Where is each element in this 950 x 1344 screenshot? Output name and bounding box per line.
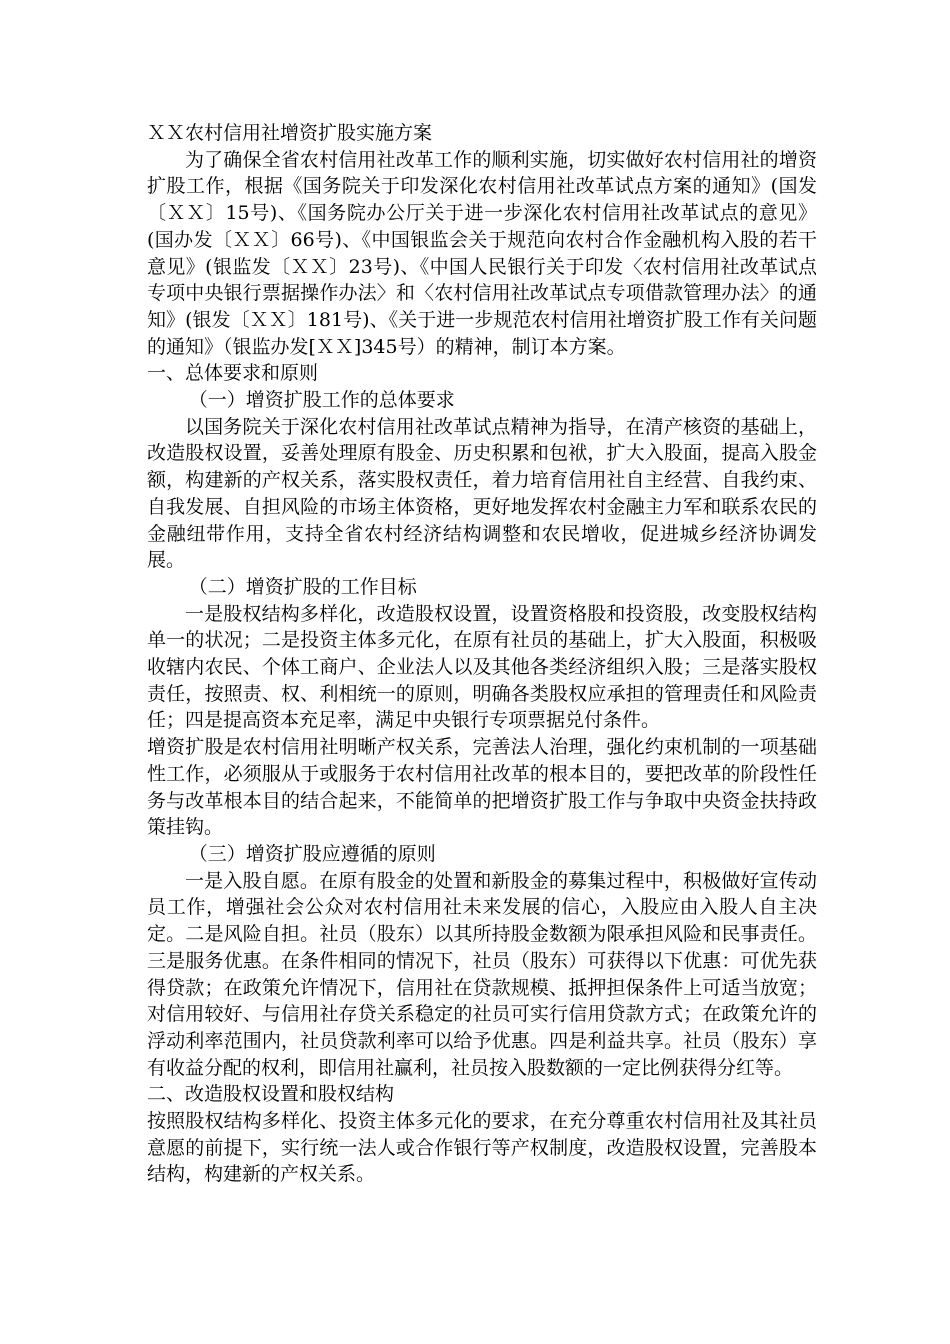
section-heading-1: 一、总体要求和原则 [147, 362, 319, 385]
subsection-heading-2: （二）增资扩股的工作目标 [188, 575, 417, 598]
intro-paragraph: 为了确保全省农村信用社改革工作的顺利实施，切实做好农村信用社的增资扩股工作，根据《国务院关于印发深化农村信用社改革试点方案的通知》(国发〔ＸＸ〕15号)、《国务院办公厅关于进一步深化农村信用社改革试点的意见》(国办发〔ＸＸ〕66号)、《中国银监会关于规范向农村合作金融机构入股的若干意见》(银监发〔ＸＸ〕23号)、《中国人民银行关于印发〈农村信用社改革试点专项中央银行票据操作办法〉和〈农村信用社改革试点专项借款管理办法〉的通知》(银发〔ＸＸ〕181号)、《关于进一步规范农村信用社增资扩股工作有关问题的通知》（银监办发[ＸＸ]345号）的精神，制订本方案。 [147, 148, 817, 358]
subsection-heading-1: （一）增资扩股工作的总体要求 [188, 389, 455, 412]
section-body-2: 按照股权结构多样化、投资主体多元化的要求，在充分尊重农村信用社及其社员意愿的前提下，实行统一法人或合作银行等产权制度，改造股权设置，完善股本结构，构建新的产权关系。 [147, 1110, 817, 1186]
subsection-body-1: 以国务院关于深化农村信用社改革试点精神为指导，在清产核资的基础上，改造股权设置，妥善处理原有股金、历史积累和包袱，扩大入股面，提高入股金额，构建新的产权关系，落实股权责任，着力培育信用社自主经营、自我约束、自我发展、自担风险的市场主体资格，更好地发挥农村金融主力军和联系农民的金融纽带作用，支持全省农村经济结构调整和农民增收，促进城乡经济协调发展。 [147, 415, 817, 572]
subsection-note-2: 增资扩股是农村信用社明晰产权关系，完善法人治理，强化约束机制的一项基础性工作，必须服从于或服务于农村信用社改革的根本目的，要把改革的阶段性任务与改革根本目的结合起来，不能简单的把增资扩股工作与争取中央资金扶持政策挂钩。 [147, 736, 817, 839]
section-heading-2: 二、改造股权设置和股权结构 [147, 1083, 395, 1106]
document-page [147, 120, 817, 1188]
subsection-body-2: 一是股权结构多样化，改造股权设置，设置资格股和投资股，改变股权结构单一的状况；二是投资主体多元化，在原有社员的基础上，扩大入股面，积极吸收辖内农民、个体工商户、企业法人以及其他各类经济组织入股；三是落实股权责任，按照责、权、利相统一的原则，明确各类股权应承担的管理责任和风险责任；四是提高资本充足率，满足中央银行专项票据兑付条件。 [147, 602, 817, 732]
document-title: ＸＸ农村信用社增资扩股实施方案 [147, 122, 433, 144]
subsection-heading-3: （三）增资扩股应遵循的原则 [188, 842, 436, 865]
subsection-body-3: 一是入股自愿。在原有股金的处置和新股金的募集过程中，积极做好宣传动员工作，增强社会公众对农村信用社未来发展的信心，入股应由入股人自主决定。二是风险自担。社员（股东）以其所持股金数额为限承担风险和民事责任。三是服务优惠。在条件相同的情况下，社员（股东）可获得以下优惠：可优先获得贷款；在政策允许情况下，信用社在贷款规模、抵押担保条件上可适当放宽；对信用较好、与信用社存贷关系稳定的社员可实行信用贷款方式；在政策允许的浮动利率范围内，社员贷款利率可以给予优惠。四是利益共享。社员（股东）享有收益分配的权利，即信用社赢利，社员按入股数额的一定比例获得分红等。 [147, 869, 817, 1079]
